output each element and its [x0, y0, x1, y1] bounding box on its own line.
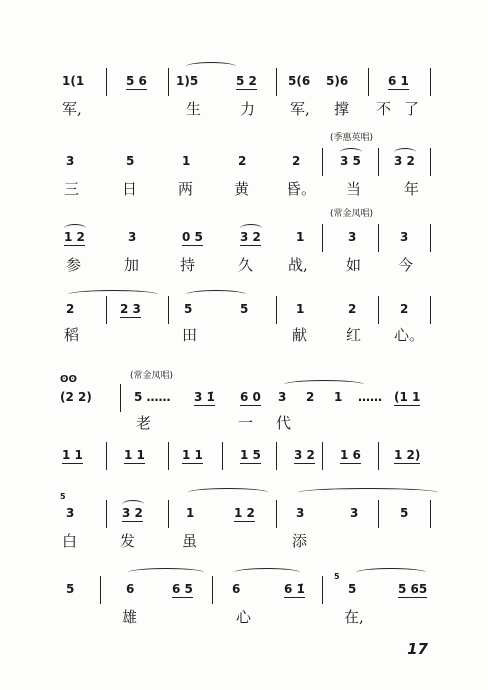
lyric: 持: [180, 256, 196, 274]
lyric: 稻: [64, 326, 80, 344]
slur: [356, 568, 426, 577]
note: 3 2: [294, 448, 315, 462]
singer-annotation: (季惠英唱): [330, 133, 374, 143]
lyric: 在,: [344, 608, 364, 626]
notes-6: [58, 442, 438, 472]
note: 3: [66, 506, 75, 520]
note: 2: [292, 154, 301, 168]
slur: [284, 380, 364, 389]
note: (2 2): [60, 390, 92, 404]
lyrics-3: [58, 254, 438, 276]
note: 6: [232, 582, 241, 596]
bar-line: [430, 224, 431, 252]
lyric: 白: [62, 532, 78, 550]
note: 3 2: [394, 154, 415, 168]
bar-line: [120, 384, 121, 412]
note: 3 2: [122, 506, 143, 520]
lyric: 雄: [122, 608, 138, 626]
note: 3: [128, 230, 137, 244]
note: 5: [348, 582, 357, 596]
note: 3: [400, 230, 409, 244]
note: 5: [400, 506, 409, 520]
bar-line: [322, 442, 323, 470]
bar-line: [322, 576, 323, 604]
lyric: 久: [238, 256, 254, 274]
bar-line: [276, 296, 277, 324]
note: 1 1: [124, 448, 145, 462]
notes-4: [58, 296, 438, 326]
note: 5 6: [126, 74, 147, 88]
note: 2: [66, 302, 75, 316]
lyrics-4: [58, 324, 438, 346]
note: 5: [60, 492, 66, 501]
lyric: 三: [64, 180, 80, 198]
bar-line: [378, 296, 379, 324]
note: 5 65: [398, 582, 428, 596]
slur: [298, 488, 438, 497]
bar-line: [106, 68, 107, 96]
bar-line: [378, 442, 379, 470]
note: 3: [296, 506, 305, 520]
lyric: 添: [292, 532, 308, 550]
note: 1 5: [240, 448, 261, 462]
bar-line: [222, 442, 223, 470]
bar-line: [430, 68, 431, 96]
page-number: 17: [407, 640, 428, 658]
bar-line: [276, 442, 277, 470]
lyric: 军,: [290, 100, 310, 118]
lyric: 了: [404, 100, 420, 118]
bar-line: [106, 442, 107, 470]
note: 3 2: [240, 230, 261, 244]
notes-7: [58, 492, 438, 530]
bar-line: [430, 148, 431, 176]
note: 5: [240, 302, 249, 316]
note: 1 2: [234, 506, 255, 520]
lyrics-5: [58, 412, 438, 434]
lyric: 虽: [182, 532, 198, 550]
lyrics-7: [58, 530, 438, 552]
singer-annotation: (常金凤唱): [330, 209, 374, 219]
note: ……: [358, 390, 382, 404]
bar-line: [430, 296, 431, 324]
note: 1: [182, 154, 191, 168]
lyric: 心: [236, 608, 252, 626]
slur: [68, 290, 158, 299]
lyric: 撑: [334, 100, 350, 118]
notes-3: [58, 224, 438, 254]
lyric: 田: [182, 326, 198, 344]
slur: [234, 568, 300, 577]
note: 5 2: [236, 74, 257, 88]
note: 5: [126, 154, 135, 168]
note: 6 1: [388, 74, 409, 88]
lyric: 两: [178, 180, 194, 198]
note: 6 0: [240, 390, 261, 404]
note: 6: [126, 582, 135, 596]
lyric: 加: [124, 256, 140, 274]
lyric: 当: [346, 180, 362, 198]
lyric: 昏。: [286, 180, 317, 198]
bar-line: [212, 576, 213, 604]
note: (1 1: [394, 390, 421, 404]
bar-line: [106, 296, 107, 324]
note: 3 1̇: [194, 390, 215, 404]
note: 6 1̇: [284, 582, 305, 596]
note: 5: [66, 582, 75, 596]
bar-line: [276, 68, 277, 96]
note: 1 2: [64, 230, 85, 244]
note: 1: [334, 390, 343, 404]
lyric: 战,: [288, 256, 308, 274]
lyric: 如: [346, 256, 362, 274]
lyric: 生: [186, 100, 202, 118]
note: 2 3: [120, 302, 141, 316]
bar-line: [168, 442, 169, 470]
bar-line: [322, 148, 323, 176]
lyric: 心。: [394, 326, 425, 344]
note: 2: [238, 154, 247, 168]
notes-1: [58, 68, 438, 98]
note: 0 5: [182, 230, 203, 244]
note: 1: [296, 302, 305, 316]
note: 3: [278, 390, 287, 404]
note: 1 1: [62, 448, 83, 462]
note: 5: [184, 302, 193, 316]
lyric: 日: [122, 180, 138, 198]
bar-line: [100, 576, 101, 604]
lyric: 年: [404, 180, 420, 198]
note: 5: [334, 572, 340, 581]
bar-line: [322, 224, 323, 252]
lyric: 力: [240, 100, 256, 118]
bar-line: [106, 500, 107, 528]
note: 2: [348, 302, 357, 316]
bar-line: [168, 500, 169, 528]
lyric: 军,: [62, 100, 82, 118]
lyrics-1: [58, 98, 438, 120]
bar-line: [430, 500, 431, 528]
note: 5(6: [288, 74, 311, 88]
note: 1 6: [340, 448, 361, 462]
notes-8: [58, 572, 438, 606]
singer-annotation: (常金凤唱): [130, 371, 174, 381]
note: 1 1: [182, 448, 203, 462]
slur: [128, 568, 204, 577]
note: 1 2): [394, 448, 421, 462]
lyric: 不: [376, 100, 392, 118]
bar-line: [378, 224, 379, 252]
note: 3: [350, 506, 359, 520]
note: 6 5: [172, 582, 193, 596]
lyric: 一: [238, 414, 254, 432]
note: 1(1: [62, 74, 85, 88]
bar-line: [378, 500, 379, 528]
note: 3 5: [340, 154, 361, 168]
note: 1: [186, 506, 195, 520]
lyric: 今: [398, 256, 414, 274]
note: 2: [306, 390, 315, 404]
bar-line: [168, 68, 169, 96]
lyric: 发: [120, 532, 136, 550]
lyric: 代: [276, 414, 292, 432]
note: 2: [400, 302, 409, 316]
lyrics-8: [58, 606, 438, 628]
lyric: 参: [66, 256, 82, 274]
lyric: 红: [346, 326, 362, 344]
note: 3: [348, 230, 357, 244]
slur: [186, 290, 246, 299]
bar-line: [368, 68, 369, 96]
bar-line: [378, 148, 379, 176]
bar-line: [168, 296, 169, 324]
lyric: 老: [136, 414, 152, 432]
bar-line: [276, 500, 277, 528]
note: 1: [296, 230, 305, 244]
lyric: 黄: [234, 180, 250, 198]
slur: [186, 62, 236, 71]
slur: [188, 488, 268, 497]
lyrics-2: [58, 178, 438, 200]
note: 3: [66, 154, 75, 168]
lyric: 献: [292, 326, 308, 344]
notes-2: [58, 148, 438, 178]
note: ʘʘ: [60, 374, 78, 385]
note: 1)5: [176, 74, 199, 88]
note: 5 ……: [134, 390, 171, 404]
note: 5)6: [326, 74, 349, 88]
